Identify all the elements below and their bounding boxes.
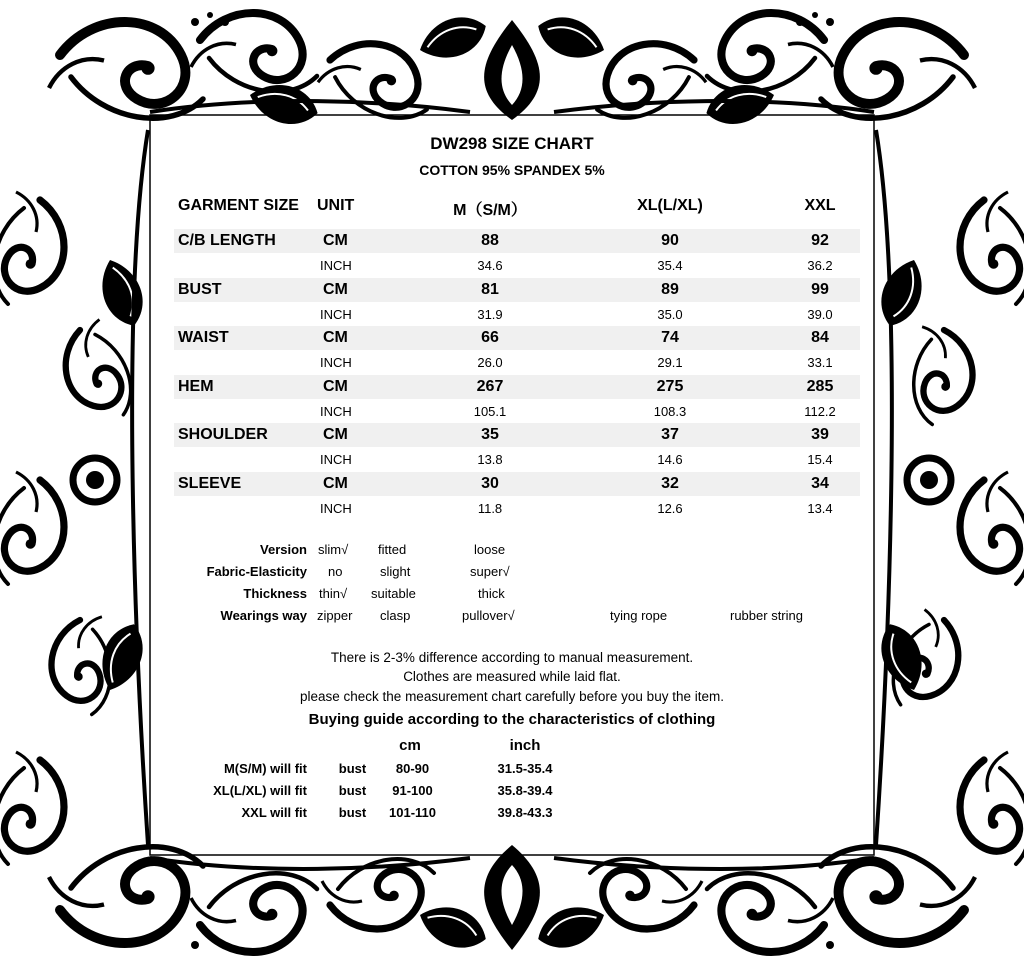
inch-value: 33.1 — [807, 355, 833, 370]
attribute-option: thin√ — [319, 586, 348, 601]
attribute-option: clasp — [380, 608, 411, 623]
attribute-option: loose — [474, 542, 506, 557]
unit-cm: CM — [323, 426, 348, 443]
inch-value: 13.8 — [477, 452, 503, 467]
guide-inch: 31.5-35.4 — [497, 761, 553, 776]
attribute-label: Version — [260, 542, 307, 557]
guide-title: Buying guide according to the characteristics of clothing — [308, 711, 716, 728]
cm-value: 34 — [811, 474, 829, 492]
header-size-m: M（S/M） — [453, 202, 527, 219]
guide-cm: 91-100 — [392, 783, 433, 798]
attribute-option: thick — [478, 586, 505, 601]
inch-value: 35.0 — [657, 306, 683, 322]
attribute-option: suitable — [371, 586, 416, 601]
cm-value: 66 — [481, 329, 499, 346]
unit-inch: INCH — [320, 306, 352, 322]
unit-inch: INCH — [320, 452, 352, 467]
inch-value: 26.0 — [477, 355, 503, 370]
header-size-xl: XL(L/XL) — [637, 197, 703, 214]
header-size-xxl: XXL — [804, 197, 836, 214]
inch-value: 112.2 — [804, 403, 836, 419]
inch-value: 15.4 — [807, 452, 833, 467]
measurement-label: SLEEVE — [178, 474, 242, 492]
cm-value: 84 — [811, 329, 829, 346]
attribute-option: fitted — [378, 542, 407, 557]
attribute-option: rubber string — [730, 608, 803, 623]
unit-cm: CM — [323, 377, 348, 395]
guide-part: bust — [338, 761, 367, 776]
inch-value: 29.1 — [657, 355, 683, 370]
note-line: There is 2-3% difference according to manual measurement. — [330, 650, 694, 665]
cm-value: 267 — [476, 377, 504, 395]
unit-inch: INCH — [320, 258, 352, 273]
cm-value: 285 — [806, 377, 834, 395]
cm-value: 88 — [481, 232, 499, 249]
measurement-label: C/B LENGTH — [178, 232, 276, 249]
inch-value: 36.2 — [807, 258, 833, 273]
unit-cm: CM — [323, 329, 348, 346]
unit-inch: INCH — [320, 500, 352, 516]
chart-subtitle: COTTON 95% SPANDEX 5% — [419, 162, 605, 178]
attribute-label: Wearings way — [220, 608, 307, 623]
cm-value: 89 — [661, 280, 679, 298]
cm-value: 30 — [481, 474, 499, 492]
note-line: please check the measurement chart carefully before you buy the item. — [300, 689, 724, 704]
attribute-label: Fabric-Elasticity — [206, 564, 307, 579]
attribute-option: zipper — [317, 608, 353, 623]
inch-value: 14.6 — [657, 452, 683, 467]
guide-cm: 101-110 — [389, 805, 436, 820]
inch-value: 108.3 — [653, 403, 687, 419]
unit-inch: INCH — [320, 355, 352, 370]
measurement-label: WAIST — [178, 329, 229, 346]
cm-value: 90 — [661, 232, 679, 249]
cm-value: 74 — [661, 329, 679, 346]
guide-size: XL(L/XL) will fit — [213, 783, 307, 798]
cm-value: 99 — [811, 280, 829, 298]
unit-cm: CM — [323, 232, 348, 249]
guide-part: bust — [338, 805, 367, 820]
guide-size: XXL will fit — [241, 805, 307, 820]
attribute-option: super√ — [470, 564, 510, 579]
inch-value: 11.8 — [477, 500, 503, 516]
unit-cm: CM — [323, 280, 348, 298]
measurement-label: BUST — [178, 280, 222, 298]
guide-size: M(S/M) will fit — [223, 761, 307, 776]
cm-value: 39 — [811, 426, 829, 443]
cm-value: 32 — [661, 474, 679, 492]
header-garment-size: GARMENT SIZE — [178, 197, 299, 214]
inch-value: 31.9 — [477, 306, 503, 322]
attribute-option: slim√ — [318, 542, 349, 557]
header-unit: UNIT — [317, 197, 355, 214]
guide-cm: 80-90 — [395, 761, 430, 776]
guide-header-inch: inch — [509, 737, 541, 754]
cm-value: 275 — [656, 377, 684, 395]
inch-value: 105.1 — [473, 403, 507, 419]
attribute-option: slight — [380, 564, 411, 579]
chart-title: DW298 SIZE CHART — [430, 134, 594, 153]
attribute-option: pullover√ — [462, 608, 515, 623]
cm-value: 37 — [661, 426, 679, 443]
measurement-label: HEM — [178, 377, 214, 395]
inch-value: 12.6 — [657, 500, 683, 516]
unit-cm: CM — [323, 474, 348, 492]
inch-value: 39.0 — [807, 306, 833, 322]
guide-header-cm: cm — [399, 737, 421, 754]
attribute-option: no — [328, 564, 343, 579]
cm-value: 35 — [481, 426, 499, 443]
guide-inch: 39.8-43.3 — [497, 805, 553, 820]
cm-value: 92 — [811, 232, 829, 249]
attribute-label: Thickness — [243, 586, 307, 601]
note-line: Clothes are measured while laid flat. — [403, 669, 621, 684]
inch-value: 35.4 — [657, 258, 683, 273]
cm-value: 81 — [481, 280, 499, 298]
inch-value: 13.4 — [807, 500, 833, 516]
attribute-option: tying rope — [610, 608, 668, 623]
unit-inch: INCH — [320, 403, 352, 419]
measurement-label: SHOULDER — [178, 426, 268, 443]
inch-value: 34.6 — [477, 258, 503, 273]
guide-inch: 35.8-39.4 — [497, 783, 553, 798]
guide-part: bust — [338, 783, 367, 798]
